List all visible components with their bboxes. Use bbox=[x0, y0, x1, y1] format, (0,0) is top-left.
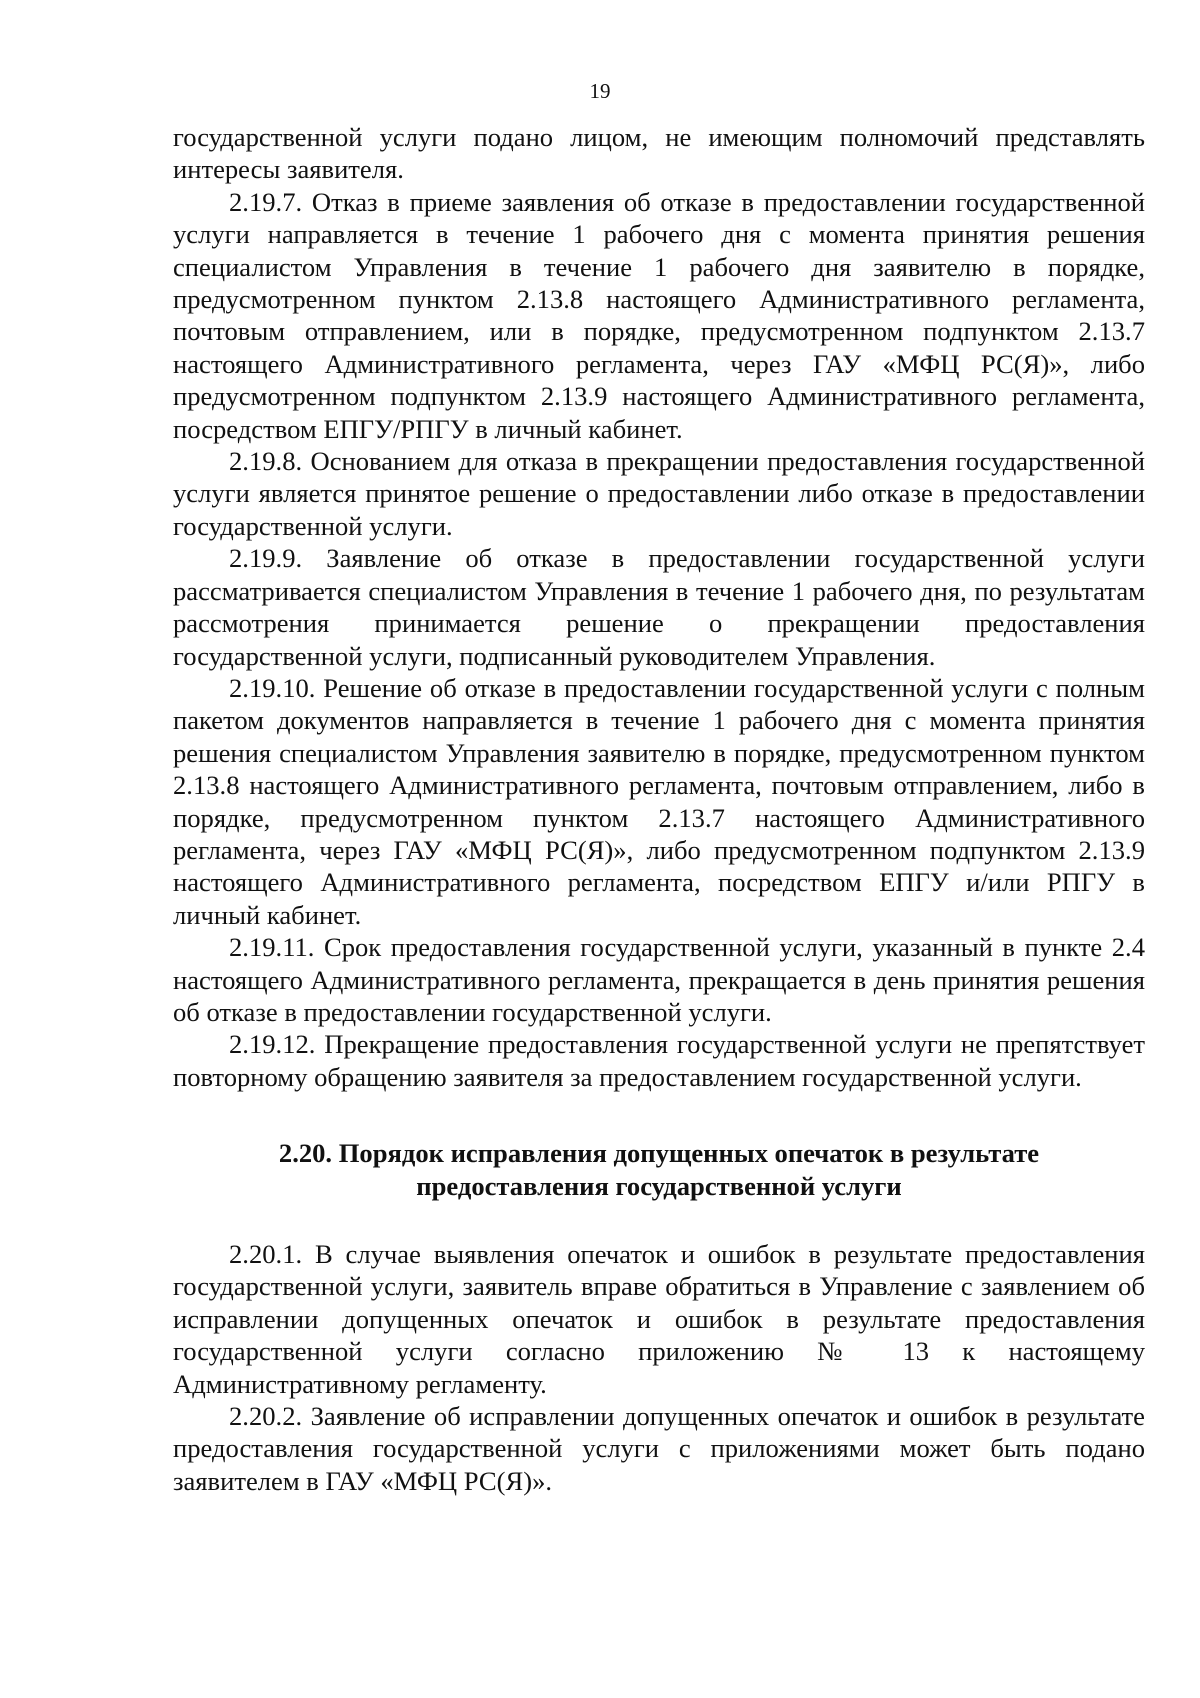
section-heading-2-20: 2.20. Порядок исправления допущенных опечаток в результате предоставления государственной услуги bbox=[278, 1138, 1040, 1201]
paragraph-2-19-12: 2.19.12. Прекращение предоставления государственной услуги не препятствует повторному обращению заявителя за предоставлением государственной услуги. bbox=[173, 1029, 1145, 1092]
paragraph-2-19-10: 2.19.10. Решение об отказе в предоставлении государственной услуги с полным пакетом документов направляется в течение 1 рабочего дня с момента принятия решения специалистом Управления заявителю в порядке, предусмотренном пунктом 2.13.8 настоящего Административного регламента, почтовым отправлением, либо в порядке, предусмотренном пунктом 2.13.7 настоящего Административного регламента, через ГАУ «МФЦ РС(Я)», либо предусмотренном подпунктом 2.13.9 настоящего Административного регламента, посредством ЕПГУ и/или РПГУ в личный кабинет. bbox=[173, 672, 1145, 930]
page-number: 19 bbox=[589, 79, 611, 103]
paragraph-2-20-2: 2.20.2. Заявление об исправлении допущенных опечаток и ошибок в результате предоставления государственной услуги с приложениями может быть подано заявителем в ГАУ «МФЦ РС(Я)». bbox=[173, 1401, 1145, 1496]
paragraph-2-19-11: 2.19.11. Срок предоставления государственной услуги, указанный в пункте 2.4 настоящего Административного регламента, прекращается в день принятия решения об отказе в предоставлении государственной услуги. bbox=[173, 932, 1145, 1027]
paragraph-continuation: государственной услуги подано лицом, не имеющим полномочий представлять интересы заявителя. bbox=[173, 122, 1145, 185]
document-body bbox=[173, 121, 1145, 1497]
paragraph-2-20-1: 2.20.1. В случае выявления опечаток и ошибок в результате предоставления государственной услуги, заявитель вправе обратиться в Управление с заявлением об исправлении допущенных опечаток и ошибок в результате предоставления государственной услуги согласно приложению № 13 к настоящему Административному регламенту. bbox=[173, 1239, 1145, 1399]
paragraph-2-19-9: 2.19.9. Заявление об отказе в предоставлении государственной услуги рассматривается специалистом Управления в течение 1 рабочего дня, по результатам рассмотрения принимается решение о прекращении предоставления государственной услуги, подписанный руководителем Управления. bbox=[173, 543, 1145, 671]
paragraph-2-19-8: 2.19.8. Основанием для отказа в прекращении предоставления государственной услуги является принятое решение о предоставлении либо отказе в предоставлении государственной услуги. bbox=[173, 446, 1145, 541]
paragraph-2-19-7: 2.19.7. Отказ в приеме заявления об отказе в предоставлении государственной услуги направляется в течение 1 рабочего дня с момента принятия решения специалистом Управления в течение 1 рабочего дня заявителю в порядке, предусмотренном пунктом 2.13.8 настоящего Административного регламента, почтовым отправлением, или в порядке, предусмотренном подпунктом 2.13.7 настоящего Административного регламента, через ГАУ «МФЦ РС(Я)», либо предусмотренном подпунктом 2.13.9 настоящего Административного регламента, посредством ЕПГУ/РПГУ в личный кабинет. bbox=[173, 186, 1145, 444]
